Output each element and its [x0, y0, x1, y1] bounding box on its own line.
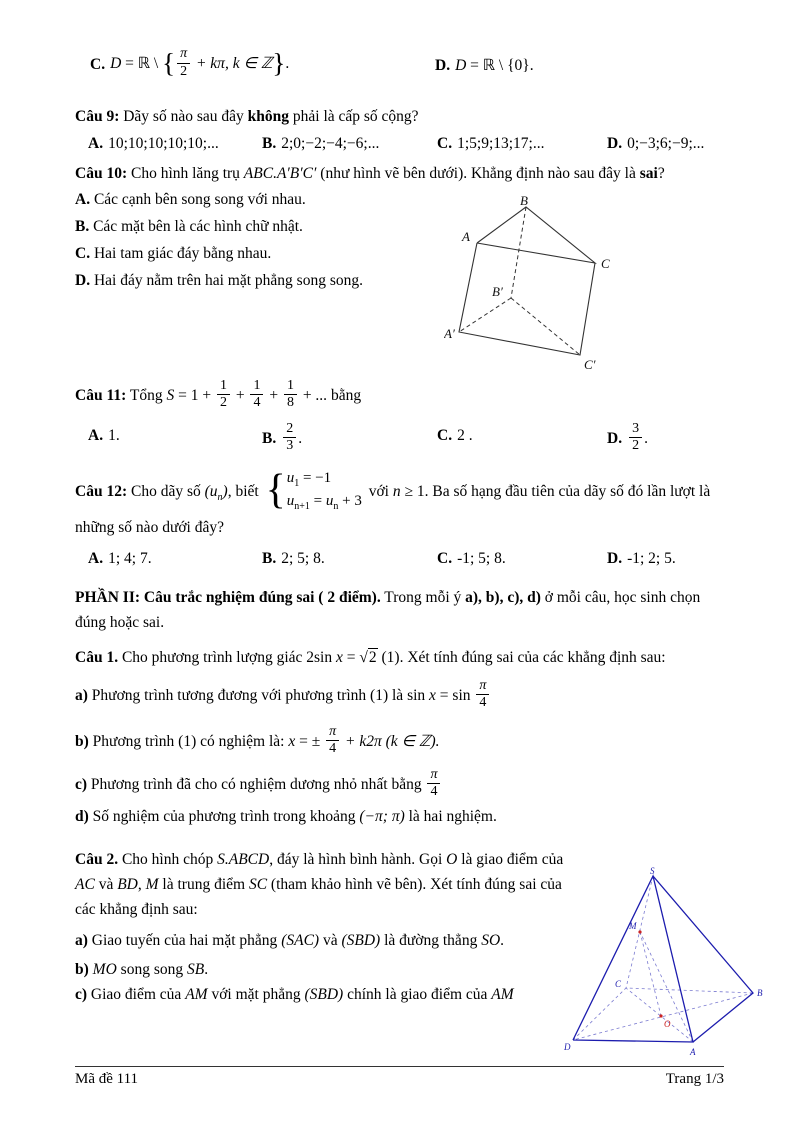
q11-option-c-text: 2 .: [457, 427, 473, 445]
question11-options: [75, 423, 723, 456]
q8-option-c-label: C.: [90, 55, 106, 73]
p2q1-a-text: Phương trình tương đương với phương trình (1) là: [87, 687, 408, 705]
q12-option-c-label: C.: [437, 550, 453, 568]
q12-text2: , biết: [227, 483, 263, 501]
p2q1-c-frac-pi-4: [427, 767, 440, 800]
p2q1-b-eq1: = ±: [295, 732, 325, 750]
question12-title: [75, 467, 723, 515]
p2q1-c-text: Phương trình đã cho có nghiệm dương nhỏ nhất bằng: [87, 775, 426, 793]
p2q2-a-label: a): [75, 931, 88, 949]
p2q1-b-text: Phương trình (1) có nghiệm là:: [88, 732, 289, 750]
p2q2-BD-var: BD: [117, 875, 138, 893]
q12-s2-u2: u: [325, 492, 334, 509]
p2q2-statement-a: [75, 928, 595, 953]
p2q2-solid-name: S.ABCD: [217, 850, 270, 868]
q11-f2-den: 4: [253, 395, 261, 411]
q11-plus1: +: [231, 387, 249, 405]
q12-recurrence-system: [266, 468, 362, 513]
p2q2-text3: là giao điểm của: [457, 850, 564, 868]
pyramid-label-B: B: [757, 988, 763, 998]
p2q1-a-eq1: sin: [407, 687, 430, 705]
q11-frac-1-8: [284, 378, 297, 411]
exam-page-content: [75, 44, 723, 1007]
pyramid-label-C: C: [615, 979, 622, 989]
q11-option-b: [262, 423, 437, 456]
pyramid-label-O: O: [664, 1019, 671, 1029]
pyramid-solid-edges: [573, 876, 753, 1042]
p2q1-b-frac-pi-4: [326, 724, 339, 757]
q12-option-a-text: 1; 4; 7.: [108, 550, 152, 568]
q11-option-d-fraction: [629, 421, 642, 454]
q12-n-var: n: [392, 483, 401, 501]
q10-option-c-label: C.: [75, 245, 91, 262]
pyramid-vertex-labels: [563, 866, 763, 1057]
p2q1-b-den: 4: [329, 740, 337, 756]
q12-s1-u: u: [286, 470, 295, 487]
q12-text3: với: [364, 483, 393, 501]
q8-c-left-brace: {: [162, 47, 176, 78]
q8-c-frac-den: 2: [180, 63, 188, 79]
p2q1-statement-d: [75, 804, 723, 829]
q9-option-c-text: 1;5;9;13;17;...: [457, 135, 545, 152]
p2-question2-intro: [75, 847, 573, 922]
question12-options: [75, 546, 723, 571]
q11-sum-var: S: [166, 387, 175, 405]
p2q2-c-SBD: (SBD): [304, 985, 344, 1003]
q8-c-rest: + kπ, k ∈ ℤ: [192, 55, 273, 73]
q10-option-d-text: Hai đáy nằm trên hai mặt phẳng song song.: [90, 272, 363, 289]
q10-option-b-text: Các mặt bên là các hình chữ nhật.: [89, 218, 303, 235]
p2q2-text4: và: [94, 875, 118, 893]
q8-c-frac-num: π: [177, 46, 190, 63]
p2-question1-title: [75, 645, 723, 670]
p2q2-c-label: c): [75, 985, 88, 1003]
q8-d-domain-var: D: [455, 56, 467, 74]
q11-f2-num: 1: [250, 378, 263, 395]
q12-u-var: u: [209, 483, 218, 501]
q11-f1-num: 1: [217, 378, 230, 395]
q11-eq: = 1 +: [174, 387, 215, 405]
p2q1-b-label: b): [75, 732, 89, 750]
p2q1-a-label: a): [75, 687, 88, 705]
q8-c-right-brace: }: [272, 47, 286, 78]
q12-s1-rest: = −1: [299, 470, 332, 487]
prism-figure: [444, 196, 634, 378]
q11-b-num: 2: [283, 421, 296, 438]
q9-option-b-label: B.: [262, 135, 277, 152]
q8-c-domain-var: D: [110, 55, 122, 73]
q11-frac-1-2: [217, 378, 230, 411]
q10-option-c-text: Hai tam giác đáy bằng nhau.: [90, 245, 272, 262]
q12-system-line2: [287, 491, 362, 514]
q8-option-d-label: D.: [435, 56, 451, 74]
question8-options-row: [75, 44, 723, 86]
q8-c-set-notation: = ℝ \: [121, 55, 163, 73]
q9-option-d-text: 0;−3;6;−9;...: [627, 135, 705, 152]
p2q1-b-num: π: [326, 724, 339, 741]
prism-hidden-edges: [459, 207, 580, 355]
q9-bold-word: không: [247, 108, 290, 125]
pyramid-point-M-dot: [638, 930, 641, 933]
p2q2-text2: , đáy là hình bình hành. Gọi: [269, 850, 447, 868]
q10-option-a-text: Các cạnh bên song song với nhau.: [90, 191, 306, 208]
q12-option-c-text: -1; 5; 8.: [457, 550, 506, 568]
p2q1-a-num: π: [476, 678, 489, 695]
q12-s2-sub2: n: [333, 500, 339, 512]
q9-option-c-label: C.: [437, 135, 453, 152]
prism-label-A-prime: A′: [444, 326, 455, 341]
prism-label-B-prime: B′: [492, 284, 503, 299]
q11-option-a: [88, 423, 262, 448]
q12-s2-rest: + 3: [338, 492, 362, 509]
p2q2-SC-var: SC: [248, 875, 268, 893]
pyramid-label-M: M: [629, 921, 637, 931]
p2q2-b-label: b): [75, 960, 89, 978]
p2q2-a-text2: và: [319, 931, 342, 949]
q12-paren-open: (: [204, 483, 210, 501]
p2q1-a-x: x: [429, 687, 436, 705]
q11-option-a-label: A.: [88, 427, 104, 445]
p2q2-b-text: song song: [116, 960, 187, 978]
q10-option-b-label: B.: [75, 218, 90, 235]
q11-frac-1-4: [250, 378, 263, 411]
q11-option-d-period: .: [644, 430, 648, 448]
prism-label-A: A: [462, 229, 470, 244]
p2q2-a-SBD: (SBD): [341, 931, 381, 949]
p2q1-text2: (1). Xét tính đúng sai của các khẳng định sau:: [377, 649, 666, 667]
q11-d-num: 3: [629, 421, 642, 438]
question9-title: [75, 104, 723, 129]
p2q2-text7: (tham khảo hình vẽ bên). Xét tính đúng sai của các khẳng định sau:: [75, 875, 562, 918]
p2q2-a-SAC: (SAC): [281, 931, 320, 949]
q9-text2: phải là cấp số cộng?: [289, 108, 419, 125]
q9-option-b: [262, 131, 437, 156]
p2q2-statement-c: [75, 982, 595, 1007]
p2q1-x-var: x: [335, 649, 343, 667]
p2q2-O-var: O: [446, 850, 458, 868]
p2q2-b-period: .: [204, 960, 209, 978]
p2q2-c-text1: Giao điểm của: [87, 985, 186, 1003]
pyramid-figure: [563, 866, 770, 1058]
q12-option-d-text: -1; 2; 5.: [627, 550, 676, 568]
q12-system-lines: [286, 468, 362, 513]
q11-option-b-fraction: [283, 421, 296, 454]
pyramid-point-O-dot: [659, 1014, 662, 1017]
q10-prism-name: ABC.A′B′C′: [243, 165, 317, 182]
q12-option-a: [88, 546, 262, 571]
p2q2-text6: là trung điểm: [158, 875, 249, 893]
pyramid-label-D: D: [564, 1042, 571, 1052]
q12-text1: Cho dãy số: [127, 483, 205, 501]
q8-d-set-notation: = ℝ \ {0}.: [466, 56, 534, 74]
p2q1-c-den: 4: [430, 783, 438, 799]
q12-option-d-label: D.: [607, 550, 623, 568]
q10-option-a-label: A.: [75, 191, 91, 208]
q10-text1: Cho hình lăng trụ: [127, 165, 244, 182]
q11-option-c-label: C.: [437, 427, 453, 445]
prism-label-C-prime: C′: [584, 357, 596, 372]
part2-header: [75, 585, 723, 635]
q10-text3: ?: [657, 165, 665, 182]
question10-title: [75, 161, 723, 186]
p2q2-c-text2: với mặt phẳng: [207, 985, 305, 1003]
p2q2-text1: Cho hình chóp: [118, 850, 218, 868]
q11-bang: bằng: [330, 387, 362, 405]
q12-s2-eq: =: [309, 492, 326, 509]
q9-option-c: [437, 131, 607, 156]
q9-option-d: [607, 131, 723, 156]
q12-option-b-text: 2; 5; 8.: [281, 550, 325, 568]
p2q2-a-period: .: [500, 931, 505, 949]
q10-option-d-label: D.: [75, 272, 91, 289]
p2q1-d-text2: là hai nghiệm.: [404, 807, 497, 825]
q11-plus2: +: [265, 387, 282, 405]
q12-option-d: [607, 546, 723, 571]
q12-paren-close: ): [222, 483, 228, 501]
question9-options: [75, 131, 723, 156]
p2q1-c-label: c): [75, 775, 88, 793]
q11-option-b-period: .: [298, 430, 303, 448]
p2q1-sqrt-value: 2: [368, 649, 377, 667]
p2q2-AC-var: AC: [75, 875, 95, 893]
q8-c-period: .: [285, 55, 290, 73]
p2q1-d-interval: (−π; π): [359, 807, 405, 825]
p2q2-statement-b: [75, 957, 595, 982]
p2q2-M-var: M: [145, 875, 159, 893]
q12-s1-sub: 1: [294, 478, 300, 490]
p2q2-b-SB: SB: [186, 960, 205, 978]
q11-option-b-label: B.: [262, 430, 277, 448]
p2q2-c-text3: chính là giao điểm của: [343, 985, 492, 1003]
q11-d-den: 2: [632, 438, 640, 454]
p2q1-statement-a: [75, 680, 723, 713]
q11-option-d: [607, 423, 723, 456]
q12-system-brace: {: [265, 467, 286, 514]
p2q2-number: Câu 2.: [75, 850, 119, 868]
q10-text2: (như hình vẽ bên dưới). Khẳng định nào sau đây là: [316, 165, 640, 182]
q9-option-b-text: 2;0;−2;−4;−6;...: [281, 135, 380, 152]
page-number: Trang 1/3: [665, 1071, 724, 1087]
question11-title: [75, 380, 723, 413]
p2q1-a-den: 4: [479, 695, 487, 711]
pyramid-label-A: A: [690, 1047, 696, 1057]
p2q1-text1: Cho phương trình lượng giác: [118, 649, 307, 667]
q11-text1: Tổng: [126, 387, 167, 405]
q12-option-a-label: A.: [88, 550, 104, 568]
p2q1-statement-b: [75, 723, 723, 759]
q9-number: Câu 9:: [75, 108, 120, 125]
part2-text1: Trong mỗi ý: [380, 589, 466, 607]
sqrt-radical-icon: √: [359, 649, 368, 667]
pyramid-label-S: S: [650, 866, 655, 876]
q12-s2-u: u: [286, 492, 295, 509]
pyramid-hidden-edges: [573, 876, 753, 1042]
q10-bold-word: sai: [639, 165, 658, 182]
q11-option-a-text: 1.: [108, 427, 120, 445]
p2q2-text5: ,: [137, 875, 146, 893]
part2-text2: ở mỗi câu, học sinh chọn đúng hoặc sai.: [75, 589, 701, 632]
q10-number: Câu 10:: [75, 165, 128, 182]
p2q2-b-MO: MO: [88, 960, 117, 978]
q12-text4: ≥ 1. Ba số hạng đầu tiên của dãy số đó lần lượt là: [400, 483, 711, 501]
q11-f3-num: 1: [284, 378, 297, 395]
p2q2-a-text3: là đường thẳng: [380, 931, 482, 949]
exam-code: Mã đề 111: [75, 1071, 139, 1087]
p2q1-number: Câu 1.: [75, 649, 119, 667]
q12-option-b-label: B.: [262, 550, 277, 568]
p2q1-a-frac-pi-4: [476, 678, 489, 711]
q9-option-a: [88, 131, 262, 156]
q11-ellipsis: + ...: [298, 387, 331, 405]
q11-option-c: [437, 423, 607, 448]
q12-u-sub: n: [217, 492, 223, 504]
prism-solid-edges: [459, 207, 595, 355]
q8-option-c: [90, 48, 435, 81]
q12-s2-sub: n+1: [294, 500, 310, 512]
p2q1-d-label: d): [75, 807, 89, 825]
q11-f3-den: 8: [286, 395, 294, 411]
q11-b-den: 3: [286, 438, 294, 454]
q11-f1-den: 2: [219, 395, 227, 411]
p2q1-c-num: π: [427, 767, 440, 784]
part2-title: PHẦN II: Câu trắc nghiệm đúng sai ( 2 điểm).: [75, 589, 381, 607]
q9-text1: Dãy số nào sau đây: [119, 108, 248, 125]
question12-line2: những số nào dưới đây?: [75, 519, 224, 537]
q8-c-fraction-pi-2: [177, 46, 190, 79]
q12-number: Câu 12:: [75, 483, 128, 501]
q9-option-d-label: D.: [607, 135, 623, 152]
p2q1-eq1: 2sin: [306, 649, 336, 667]
q8-option-d: [435, 53, 534, 78]
p2q2-c-AM2: AM: [491, 985, 514, 1003]
p2q1-statement-c: [75, 766, 723, 802]
p2q2-c-AM1: AM: [185, 985, 208, 1003]
p2q1-eq2: =: [342, 649, 360, 667]
p2q1-b-eq2: + k2π (k ∈ ℤ).: [341, 732, 440, 750]
q12-option-b: [262, 546, 437, 571]
part2-items: a), b), c), d): [465, 589, 541, 607]
p2q1-a-eq2: = sin: [435, 687, 475, 705]
q9-option-a-label: A.: [88, 135, 104, 152]
prism-label-B: B: [520, 196, 528, 208]
q12-option-c: [437, 546, 607, 571]
q11-option-d-label: D.: [607, 430, 623, 448]
p2q1-b-x: x: [288, 732, 296, 750]
p2q2-a-SO: SO: [481, 931, 501, 949]
q12-system-line1: [287, 468, 362, 491]
page-footer: [75, 1066, 724, 1088]
q9-option-a-text: 10;10;10;10;10;...: [108, 135, 219, 152]
q11-number: Câu 11:: [75, 387, 127, 405]
p2q1-d-text: Số nghiệm của phương trình trong khoảng: [88, 807, 360, 825]
p2q2-a-text1: Giao tuyến của hai mặt phẳng: [87, 931, 282, 949]
prism-label-C: C: [601, 256, 610, 271]
